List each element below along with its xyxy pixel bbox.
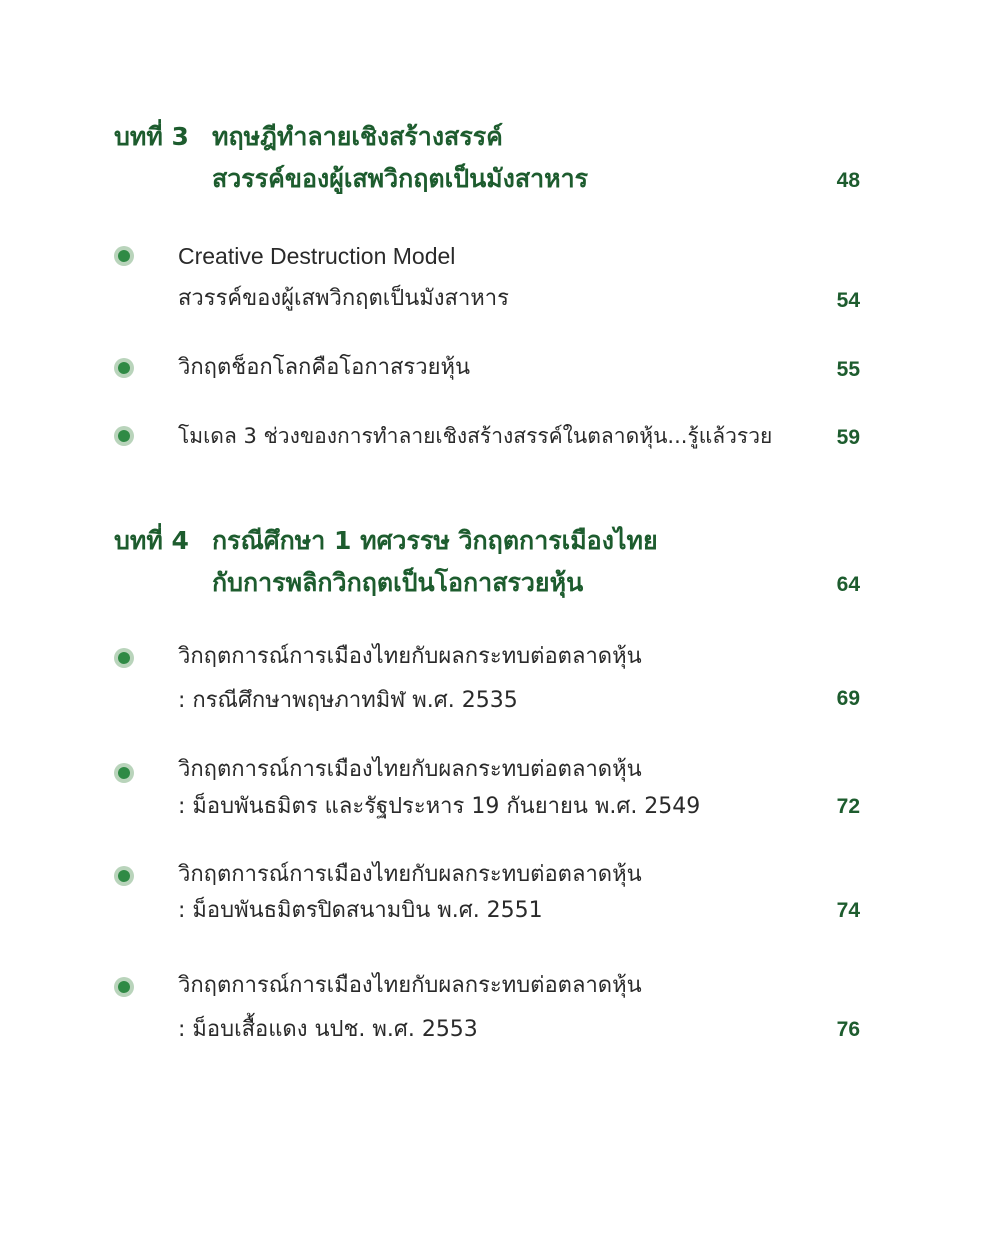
green-circle-bullet-icon xyxy=(114,648,134,668)
entry-line2: : ม็อบเสื้อแดง นปช. พ.ศ. 2553 xyxy=(178,1017,478,1042)
green-circle-bullet-icon xyxy=(114,426,134,446)
entry-line2: : ม็อบพันธมิตร และรัฐประหาร 19 กันยายน พ.ศ. 2549 xyxy=(178,794,701,819)
entry-line1: วิกฤตการณ์การเมืองไทยกับผลกระทบต่อตลาดหุ้น xyxy=(178,757,642,782)
entry-page-number: 54 xyxy=(836,289,860,312)
toc-entry xyxy=(114,860,874,930)
chapter-page-number: 48 xyxy=(836,169,860,192)
entry-page-number: 55 xyxy=(836,358,860,381)
green-circle-bullet-icon xyxy=(114,763,134,783)
entry-line2: : กรณีศึกษาพฤษภาทมิฬ พ.ศ. 2535 xyxy=(178,688,518,713)
toc-entry xyxy=(114,421,874,461)
toc-entry xyxy=(114,642,874,722)
entry-page-number: 59 xyxy=(836,426,860,449)
chapter-number: บทที่ 3 xyxy=(114,122,189,151)
entry-line1: Creative Destruction Model xyxy=(178,243,456,269)
entry-line2: : ม็อบพันธมิตรปิดสนามบิน พ.ศ. 2551 xyxy=(178,898,543,923)
chapter-title-line2: กับการพลิกวิกฤตเป็นโอกาสรวยหุ้น xyxy=(212,568,584,597)
toc-entry xyxy=(114,971,874,1051)
entry-line1: วิกฤตการณ์การเมืองไทยกับผลกระทบต่อตลาดหุ้น xyxy=(178,973,642,998)
entry-page-number: 74 xyxy=(836,899,860,922)
green-circle-bullet-icon xyxy=(114,246,134,266)
entry-line1: วิกฤตการณ์การเมืองไทยกับผลกระทบต่อตลาดหุ้น xyxy=(178,862,642,887)
chapter-title-line2: สวรรค์ของผู้เสพวิกฤตเป็นมังสาหาร xyxy=(212,164,589,193)
chapter-page-number: 64 xyxy=(836,573,860,596)
toc-entry xyxy=(114,353,874,393)
entry-line1: โมเดล 3 ช่วงของการทำลายเชิงสร้างสรรค์ในตลาดหุ้น...รู้แล้วรวย xyxy=(178,424,773,448)
chapter-title-line1: กรณีศึกษา 1 ทศวรรษ วิกฤตการเมืองไทย xyxy=(212,526,658,555)
green-circle-bullet-icon xyxy=(114,866,134,886)
entry-page-number: 72 xyxy=(836,795,860,818)
chapter-number: บทที่ 4 xyxy=(114,526,189,555)
entry-line2: สวรรค์ของผู้เสพวิกฤตเป็นมังสาหาร xyxy=(178,286,509,311)
entry-line1: วิกฤตการณ์การเมืองไทยกับผลกระทบต่อตลาดหุ้น xyxy=(178,644,642,669)
chapter-title-line1: ทฤษฎีทำลายเชิงสร้างสรรค์ xyxy=(212,122,503,151)
entry-page-number: 69 xyxy=(836,687,860,710)
entry-line1: วิกฤตช็อกโลกคือโอกาสรวยหุ้น xyxy=(178,355,471,380)
toc-entry xyxy=(114,755,874,825)
entry-page-number: 76 xyxy=(836,1018,860,1041)
green-circle-bullet-icon xyxy=(114,977,134,997)
green-circle-bullet-icon xyxy=(114,358,134,378)
chapter-3-heading xyxy=(114,116,874,206)
chapter-4-heading xyxy=(114,520,874,610)
toc-entry xyxy=(114,240,874,320)
